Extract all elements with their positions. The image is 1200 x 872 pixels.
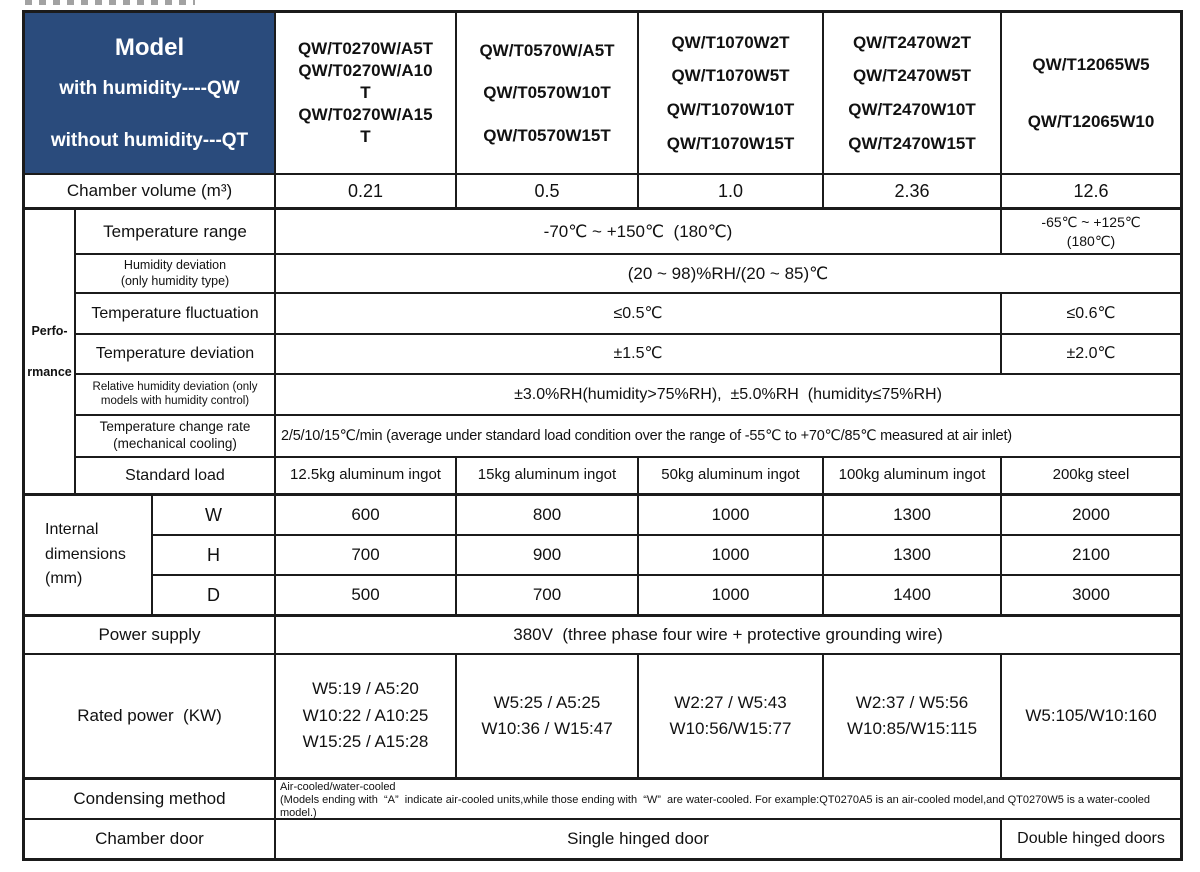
- standard-load-value: 15kg aluminum ingot: [457, 458, 639, 496]
- rated-power-value: [1002, 655, 1180, 780]
- temperature-change-rate-label: [76, 416, 276, 458]
- rated-power-line: W5:19 / A5:20: [312, 679, 419, 699]
- temperature-change-rate-value: 2/5/10/15℃/min (average under standard load condition over the range of -55℃ to +70℃/85℃ measured at air inlet): [276, 416, 1180, 458]
- rated-power-line: W5:105/W10:160: [1025, 705, 1157, 725]
- dimension-value: 900: [457, 536, 639, 576]
- model-name: QW/T1070W10T: [666, 100, 795, 120]
- temperature-fluctuation-value-last: ≤0.6℃: [1002, 294, 1180, 335]
- model-name: QW/T12065W5: [1032, 55, 1150, 75]
- model-column-3: [639, 13, 824, 175]
- model-name: QW/T1070W2T: [671, 32, 790, 52]
- chamber-volume-value: 2.36: [824, 175, 1002, 210]
- dimension-value: 2000: [1002, 496, 1180, 536]
- dimension-value: 3000: [1002, 576, 1180, 617]
- condensing-method-value: [276, 780, 1180, 820]
- rated-power-line: W10:22 / A10:25: [302, 705, 429, 725]
- humidity-deviation-label: [76, 255, 276, 294]
- dimension-value: 700: [457, 576, 639, 617]
- chamber-volume-value: 12.6: [1002, 175, 1180, 210]
- model-header-cell: [25, 13, 276, 175]
- dimension-axis-d: D: [153, 576, 276, 617]
- performance-label-line: rmance: [27, 364, 72, 379]
- performance-group-label: [25, 210, 76, 496]
- temperature-fluctuation-value: ≤0.5℃: [276, 294, 1002, 335]
- rated-power-value: [457, 655, 639, 780]
- rated-power-value: [639, 655, 824, 780]
- with-humidity-note: with humidity----QW: [59, 78, 240, 100]
- dimension-value: 600: [276, 496, 457, 536]
- dimension-value: 700: [276, 536, 457, 576]
- dimension-value: 1300: [824, 536, 1002, 576]
- model-name: QW/T2470W10T: [848, 100, 976, 120]
- rated-power-line: W10:85/W15:115: [846, 719, 978, 738]
- temperature-deviation-label: Temperature deviation: [76, 335, 276, 375]
- chamber-door-label: Chamber door: [25, 820, 276, 858]
- label-line: dimensions: [45, 545, 126, 563]
- rated-power-value: [276, 655, 457, 780]
- standard-load-value: 12.5kg aluminum ingot: [276, 458, 457, 496]
- temperature-range-label: Temperature range: [76, 210, 276, 255]
- standard-load-label: Standard load: [76, 458, 276, 496]
- model-name: QW/T0570W15T: [483, 125, 611, 145]
- rated-power-line: W5:25 / A5:25: [493, 692, 601, 712]
- model-name: QW/T2470W5T: [852, 66, 972, 86]
- label-line: Humidity deviation: [123, 257, 227, 272]
- label-line: (only humidity type): [120, 273, 230, 288]
- model-column-5: [1002, 13, 1180, 175]
- dimension-value: 2100: [1002, 536, 1180, 576]
- label-line: (mm): [45, 570, 83, 588]
- rated-power-line: W2:37 / W5:56: [855, 692, 969, 712]
- model-name: QW/T2470W15T: [848, 134, 976, 154]
- label-line: Internal: [45, 520, 99, 538]
- range-line: (180℃): [1066, 232, 1116, 249]
- dimension-value: 1400: [824, 576, 1002, 617]
- rated-power-line: W15:25 / A15:28: [302, 732, 429, 752]
- standard-load-value: 200kg steel: [1002, 458, 1180, 496]
- rated-power-value: [824, 655, 1002, 780]
- without-humidity-note: without humidity---QT: [50, 130, 249, 151]
- cropped-text-remnant: [25, 0, 195, 5]
- temperature-fluctuation-label: Temperature fluctuation: [76, 294, 276, 335]
- label-line: models with humidity control): [100, 394, 250, 407]
- chamber-volume-value: 1.0: [639, 175, 824, 210]
- dimension-value: 800: [457, 496, 639, 536]
- standard-load-value: 50kg aluminum ingot: [639, 458, 824, 496]
- chamber-door-value: Single hinged door: [276, 820, 1002, 858]
- model-name: QW/T0570W/A5T: [479, 41, 615, 61]
- relative-humidity-deviation-label: [76, 375, 276, 416]
- temperature-deviation-value: ±1.5℃: [276, 335, 1002, 375]
- condensing-line: Air-cooled/water-cooled: [280, 781, 396, 793]
- relative-humidity-deviation-value: ±3.0%RH(humidity>75%RH), ±5.0%RH (humidity≤75%RH): [276, 375, 1180, 416]
- chamber-volume-label: Chamber volume (m³): [25, 175, 276, 210]
- temperature-range-value-last: [1002, 210, 1180, 255]
- model-name: QW/T0570W10T: [483, 83, 611, 103]
- dimension-axis-w: W: [153, 496, 276, 536]
- model-name: QW/T1070W15T: [666, 134, 795, 154]
- dimension-value: 1300: [824, 496, 1002, 536]
- label-line: Relative humidity deviation (only: [92, 380, 258, 393]
- model-column-2: [457, 13, 639, 175]
- humidity-deviation-value: (20 ~ 98)%RH/(20 ~ 85)℃: [276, 255, 1180, 294]
- chamber-door-value-last: Double hinged doors: [1017, 830, 1165, 847]
- model-column-1: [276, 13, 457, 175]
- model-column-4: [824, 13, 1002, 175]
- dimension-axis-h: H: [153, 536, 276, 576]
- dimension-value: 1000: [639, 496, 824, 536]
- model-name: QW/T12065W10: [1027, 111, 1155, 131]
- range-line: -65℃ ~ +125℃: [1041, 213, 1141, 230]
- condensing-note: (Models ending with “A” indicate air-cooled units,while those ending with “W” are water-cooled. For example:QT0270A5 is an air-cooled model,and QT0270W5 is a water-cooled model.): [280, 793, 1151, 819]
- rated-power-line: W2:27 / W5:43: [674, 692, 787, 712]
- condensing-method-label: Condensing method: [25, 780, 276, 820]
- temperature-range-value: -70℃ ~ +150℃ (180℃): [276, 210, 1002, 255]
- spec-table: [22, 10, 1183, 861]
- rated-power-line: W10:36 / W15:47: [481, 719, 613, 738]
- power-supply-label: Power supply: [25, 617, 276, 655]
- rated-power-line: W10:56/W15:77: [669, 719, 792, 738]
- dimension-value: 1000: [639, 536, 824, 576]
- chamber-volume-value: 0.21: [276, 175, 457, 210]
- performance-label-line: Perfo-: [31, 323, 68, 338]
- label-line: Temperature change rate: [99, 419, 251, 435]
- model-name: QW/T1070W5T: [671, 66, 790, 86]
- model-name: QW/T0270W/A5T: [297, 38, 434, 58]
- internal-dimensions-label: [25, 496, 153, 617]
- dimension-value: 500: [276, 576, 457, 617]
- standard-load-value: 100kg aluminum ingot: [824, 458, 1002, 496]
- model-title: Model: [114, 34, 185, 62]
- chamber-volume-value: 0.5: [457, 175, 639, 210]
- rated-power-label: Rated power (KW): [25, 655, 276, 780]
- model-name: QW/T0270W/A15T: [298, 105, 433, 147]
- label-line: (mechanical cooling): [113, 436, 237, 451]
- temperature-deviation-value-last: ±2.0℃: [1002, 335, 1180, 375]
- model-name: QW/T2470W2T: [852, 32, 972, 52]
- model-name: QW/T0270W/A10T: [298, 60, 433, 102]
- power-supply-value: 380V (three phase four wire + protective grounding wire): [276, 617, 1180, 655]
- dimension-value: 1000: [639, 576, 824, 617]
